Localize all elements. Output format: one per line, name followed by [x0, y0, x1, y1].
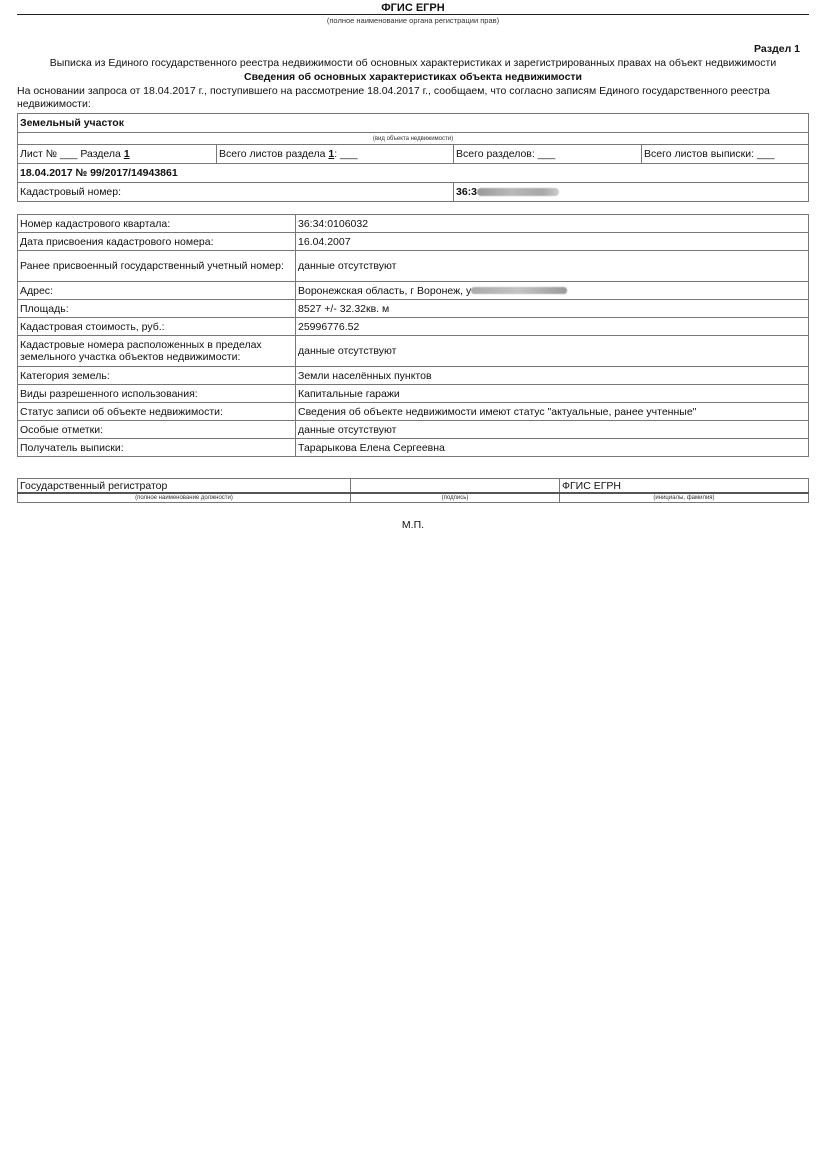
property-label: Особые отметки:: [18, 421, 296, 439]
cadastral-number-visible: 36:3: [456, 186, 478, 198]
registrar-position: Государственный регистратор: [18, 479, 351, 494]
property-value: данные отсутствуют: [296, 421, 809, 439]
name-caption: (инициалы, фамилия): [560, 493, 809, 503]
request-id: 18.04.2017 № 99/2017/14943861: [18, 164, 809, 183]
property-value: 36:34:0106032: [296, 215, 809, 233]
table-row: [18, 421, 809, 439]
extract-title: Выписка из Единого государственного реестра недвижимости об основных характеристиках и зарегистрированных правах на объект недвижимости: [49, 57, 777, 69]
table-row: [18, 215, 809, 233]
table-row: [18, 282, 809, 300]
total-sheets-section: [217, 145, 454, 164]
signature-caption: (подпись): [351, 493, 560, 503]
table-row: [18, 318, 809, 336]
property-value: Капитальные гаражи: [296, 385, 809, 403]
property-label: Кадастровые номера расположенных в пределах земельного участка объектов недвижимости:: [18, 336, 296, 367]
total-sections: Всего разделов: ___: [454, 145, 642, 164]
properties-table: [17, 214, 809, 457]
property-label: Кадастровая стоимость, руб.:: [18, 318, 296, 336]
redaction-blur: [477, 188, 559, 196]
property-value: [296, 282, 809, 300]
total-sheets-label: Всего листов раздела: [219, 148, 329, 160]
property-label: Адрес:: [18, 282, 296, 300]
cadastral-number-value: [454, 183, 809, 202]
object-header-table: [17, 113, 809, 202]
property-label: Статус записи об объекте недвижимости:: [18, 403, 296, 421]
section-label: Раздел 1: [754, 43, 800, 55]
property-value: 16.04.2007: [296, 233, 809, 251]
table-row: [18, 300, 809, 318]
object-kind: Земельный участок: [18, 114, 809, 133]
registrar-signature: [351, 479, 560, 494]
signature-table: [17, 478, 809, 503]
table-row: [18, 233, 809, 251]
table-row: [18, 385, 809, 403]
property-label: Виды разрешенного использования:: [18, 385, 296, 403]
total-extract-sheets: Всего листов выписки: ___: [642, 145, 809, 164]
property-label: Площадь:: [18, 300, 296, 318]
property-label: Получатель выписки:: [18, 439, 296, 457]
sheet-number: [18, 145, 217, 164]
property-value: 25996776.52: [296, 318, 809, 336]
object-kind-caption: (вид объекта недвижимости): [18, 133, 809, 145]
total-sheets-section-number: 1: [328, 148, 335, 160]
property-label: Дата присвоения кадастрового номера:: [18, 233, 296, 251]
table-row: [18, 439, 809, 457]
property-value: данные отсутствуют: [296, 251, 809, 282]
property-value: данные отсутствуют: [296, 336, 809, 367]
table-row: [18, 336, 809, 367]
property-label: Ранее присвоенный государственный учетный номер:: [18, 251, 296, 282]
registration-authority-caption: (полное наименование органа регистрации прав): [326, 16, 500, 25]
property-value: Тарарыкова Елена Сергеевна: [296, 439, 809, 457]
cadastral-number-label: Кадастровый номер:: [18, 183, 454, 202]
table-row: [18, 403, 809, 421]
divider: [17, 14, 809, 15]
sheet-number-label: Лист № ___ Раздела: [20, 148, 124, 160]
total-sheets-suffix: : ___: [334, 148, 358, 160]
position-caption: (полное наименование должности): [18, 493, 351, 503]
address-visible: Воронежская область, г Воронеж, у: [298, 284, 472, 297]
sheet-section-number: 1: [123, 148, 130, 160]
registration-authority-name: ФГИС ЕГРН: [381, 2, 445, 14]
table-row: [18, 367, 809, 385]
property-value: Земли населённых пунктов: [296, 367, 809, 385]
property-value: Сведения об объекте недвижимости имеют статус "актуальные, ранее учтенные": [296, 403, 809, 421]
property-label: Номер кадастрового квартала:: [18, 215, 296, 233]
property-label: Категория земель:: [18, 367, 296, 385]
stamp-place: М.П.: [401, 519, 425, 531]
table-row: [18, 251, 809, 282]
registrar-name: ФГИС ЕГРН: [560, 479, 809, 494]
extract-subtitle: Сведения об основных характеристиках объекта недвижимости: [243, 71, 583, 83]
property-value: 8527 +/- 32.32кв. м: [296, 300, 809, 318]
basis-text: На основании запроса от 18.04.2017 г., поступившего на рассмотрение 18.04.2017 г., сообщаем, что согласно записям Единого государственного реестра недвижимости:: [17, 85, 770, 110]
redaction-blur: [471, 287, 567, 294]
